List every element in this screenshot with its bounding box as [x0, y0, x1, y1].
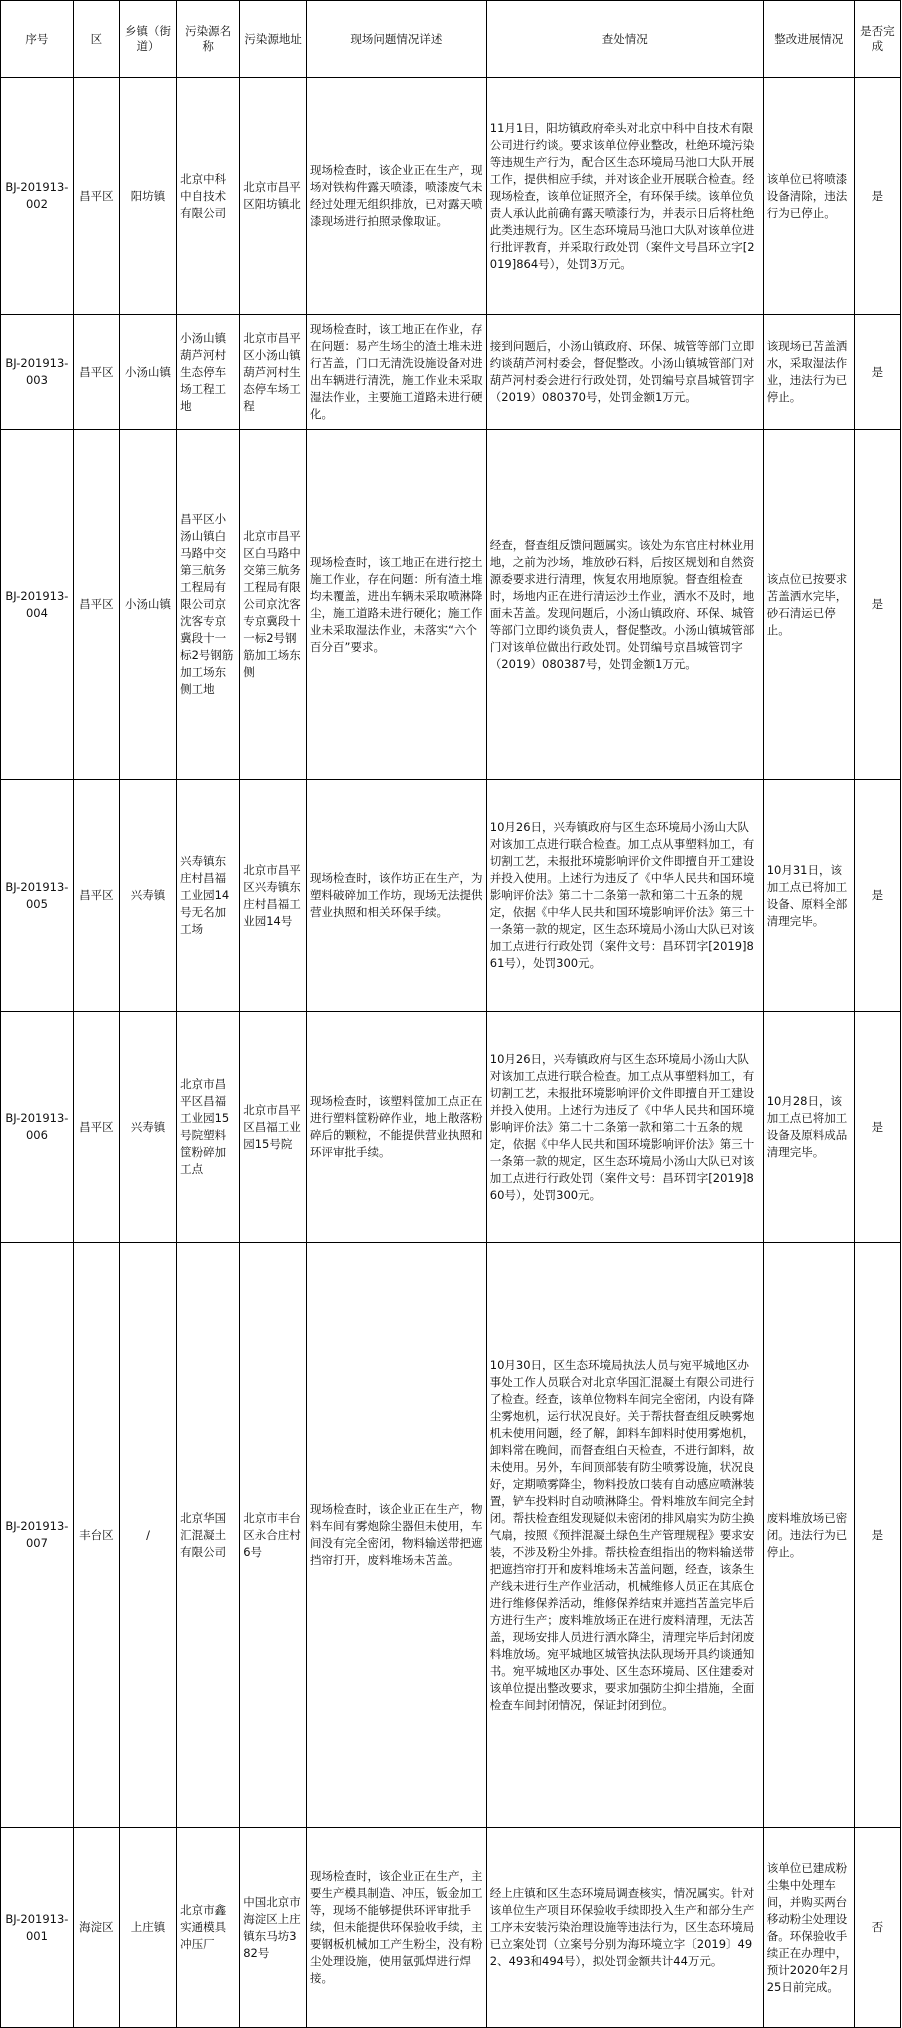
table-row	[1, 430, 901, 780]
cell-done: 否	[854, 1828, 900, 2028]
cell-source-address: 北京市昌平区白马路中交第三航务工程局有限公司京沈客专京冀段十一标2号钢筋加工场东侧	[240, 430, 307, 780]
cell-action: 接到问题后，小汤山镇政府、环保、城管等部门立即约谈葫芦河村委会，督促整改。小汤山镇城管部门对葫芦河村委会进行行政处罚，处罚编号京昌城管罚字（2019）080370号，处罚金额1万元。	[486, 315, 763, 430]
cell-id: BJ-201913-003	[1, 315, 74, 430]
header-action: 查处情况	[486, 1, 763, 78]
cell-source-name: 北京市鑫实通模具冲压厂	[177, 1828, 240, 2028]
cell-source-address: 北京市丰台区永合庄村6号	[240, 1243, 307, 1828]
cell-id: BJ-201913-006	[1, 1012, 74, 1243]
cell-done: 是	[854, 1012, 900, 1243]
cell-source-name: 北京华国汇混凝土有限公司	[177, 1243, 240, 1828]
cell-district: 昌平区	[73, 78, 119, 315]
cell-done: 是	[854, 1243, 900, 1828]
cell-progress: 10月31日，该加工点已将加工设备、原料全部清理完毕。	[763, 780, 854, 1012]
cell-action: 10月26日，兴寿镇政府与区生态环境局小汤山大队对该加工点进行联合检查。加工点从事塑料加工，有切割工艺，未报批环境影响评价文件即擅自开工建设并投入使用。上述行为违反了《中华人民共和国环境影响评价法》第二十二条第一款和第二十五条的规定，依据《中华人民共和国环境影响评价法》第三十一条第一款的规定，区生态环境局小汤山大队已对该加工点进行行政处罚（案件文号：昌环罚字[2019]861号），处罚300元。	[486, 780, 763, 1012]
cell-problem: 现场检查时，该企业正在生产，现场对铁构件露天喷漆，喷漆废气未经过处理无组织排放，已对露天喷漆现场进行拍照录像取证。	[307, 78, 487, 315]
table-row	[1, 78, 901, 315]
cell-town: 小汤山镇	[120, 315, 177, 430]
cell-source-name: 小汤山镇葫芦河村生态停车场工程工地	[177, 315, 240, 430]
cell-problem: 现场检查时，该作坊正在生产，为塑料破碎加工作坊，现场无法提供营业执照和相关环保手续。	[307, 780, 487, 1012]
cell-town: 兴寿镇	[120, 780, 177, 1012]
cell-done: 是	[854, 315, 900, 430]
cell-id: BJ-201913-004	[1, 430, 74, 780]
cell-problem: 现场检查时，该工地正在作业，存在问题：易产生场尘的渣土堆未进行苫盖，门口无清洗设施设备对进出车辆进行清洗，施工作业未采取湿法作业，主要施工道路未进行硬化。	[307, 315, 487, 430]
cell-done: 是	[854, 78, 900, 315]
cell-town: 阳坊镇	[120, 78, 177, 315]
cell-source-name: 北京中科中自技术有限公司	[177, 78, 240, 315]
cell-town: 兴寿镇	[120, 1012, 177, 1243]
cell-district: 昌平区	[73, 430, 119, 780]
cell-source-name: 昌平区小汤山镇白马路中交第三航务工程局有限公司京沈客专京冀段十一标2号钢筋加工场东侧工地	[177, 430, 240, 780]
cell-done: 是	[854, 780, 900, 1012]
cell-source-name: 兴寿镇东庄村昌福工业园14号无名加工场	[177, 780, 240, 1012]
cell-district: 昌平区	[73, 1012, 119, 1243]
cell-action: 11月1日，阳坊镇政府牵头对北京中科中自技术有限公司进行约谈。要求该单位停业整改，杜绝环境污染等违规生产行为，配合区生态环境局马池口大队开展工作，提供相应手续，并对该企业开展联合检查。经现场检查，该单位证照齐全，有环保手续。该单位负责人承认此前确有露天喷漆行为，并表示日后将杜绝此类违规行为。区生态环境局马池口大队对该单位进行批评教育，并采取行政处罚（案件文号昌环立字[2019]864号），处罚3万元。	[486, 78, 763, 315]
table-row	[1, 315, 901, 430]
cell-town: 小汤山镇	[120, 430, 177, 780]
cell-source-address: 北京市昌平区兴寿镇东庄村昌福工业园14号	[240, 780, 307, 1012]
cell-problem: 现场检查时，该塑料筐加工点正在进行塑料筐粉碎作业，地上散落粉碎后的颗粒，不能提供营业执照和环评审批手续。	[307, 1012, 487, 1243]
cell-id: BJ-201913-005	[1, 780, 74, 1012]
header-id: 序号	[1, 1, 74, 78]
cell-district: 昌平区	[73, 780, 119, 1012]
header-source-name: 污染源名称	[177, 1, 240, 78]
header-row	[1, 1, 901, 78]
cell-action: 10月30日，区生态环境局执法人员与宛平城地区办事处工作人员联合对北京华国汇混凝土有限公司进行了检查。经查，该单位物料车间完全密闭，内设有降尘雾炮机，运行状况良好。关于帮扶督查组反映雾炮机未使用问题，经了解，卸料车卸料时使用雾炮机，卸料常在晚间，而督查组白天检查，不进行卸料，故未使用。另外，车间顶部装有防尘喷雾设施，状况良好，定期喷雾降尘，物料投放口装有自动感应喷淋装置，铲车投料时自动喷淋降尘。骨料堆放车间完全封闭。帮扶检查组发现疑似未密闭的排风扇实为防尘换气扇，按照《预拌混凝土绿色生产管理规程》要求安装，不涉及粉尘外排。帮扶检查组指出的物料输送带把遮挡帘打开和废料堆场未苫盖问题，经查，该条生产线未进行生产作业活动，机械维修人员正在其底仓进行维修保养活动，维修保养结束并遮挡苫盖完毕后方进行生产；废料堆放场正在进行废料清理，无法苫盖，现场安排人员进行洒水降尘，清理完毕后封闭废料堆放场。宛平城地区城管执法队现场开具约谈通知书。宛平城地区办事处、区生态环境局、区住建委对该单位提出整改要求，要求加强防尘抑尘措施，全面检查车间封闭情况，保证封闭到位。	[486, 1243, 763, 1828]
cell-progress: 该点位已按要求苫盖洒水完毕，砂石清运已停止。	[763, 430, 854, 780]
table-row	[1, 1828, 901, 2028]
cell-action: 经查，督查组反馈问题属实。该处为东官庄村林业用地，之前为沙场，堆放砂石料，后按区规划和自然资源委要求进行清理，恢复农用地原貌。督查组检查时，场地内正在进行清运沙土作业，洒水不及时，地面未苫盖。发现问题后，小汤山镇政府、环保、城管等部门立即约谈负责人，督促整改。小汤山镇城管部门对该单位做出行政处罚。处罚编号京昌城管罚字（2019）080387号，处罚金额1万元。	[486, 430, 763, 780]
cell-source-name: 北京市昌平区昌福工业园15号院塑料筐粉碎加工点	[177, 1012, 240, 1243]
cell-progress: 废料堆放场已密闭。违法行为已停止。	[763, 1243, 854, 1828]
cell-id: BJ-201913-001	[1, 1828, 74, 2028]
cell-source-address: 北京市昌平区昌福工业园15号院	[240, 1012, 307, 1243]
cell-problem: 现场检查时，该企业正在生产，物料车间有雾炮除尘器但未使用，车间没有完全密闭，物料输送带把遮挡帘打开，废料堆场未苫盖。	[307, 1243, 487, 1828]
cell-district: 昌平区	[73, 315, 119, 430]
cell-town: /	[120, 1243, 177, 1828]
header-district: 区	[73, 1, 119, 78]
table-row	[1, 1012, 901, 1243]
cell-id: BJ-201913-007	[1, 1243, 74, 1828]
cell-district: 海淀区	[73, 1828, 119, 2028]
header-town: 乡镇（街道）	[120, 1, 177, 78]
cell-progress: 该现场已苫盖洒水，采取湿法作业，违法行为已停止。	[763, 315, 854, 430]
header-progress: 整改进展情况	[763, 1, 854, 78]
table-row	[1, 1243, 901, 1828]
cell-action: 10月26日，兴寿镇政府与区生态环境局小汤山大队对该加工点进行联合检查。加工点从事塑料加工，有切割工艺，未报批环境影响评价文件即擅自开工建设并投入使用。上述行为违反了《中华人民共和国环境影响评价法》第二十二条第一款和第二十五条的规定，依据《中华人民共和国环境影响评价法》第三十一条第一款的规定，区生态环境局小汤山大队已对该加工点进行行政处罚（案件文号：昌环罚字[2019]860号），处罚300元。	[486, 1012, 763, 1243]
table-row	[1, 780, 901, 1012]
cell-done: 是	[854, 430, 900, 780]
cell-problem: 现场检查时，该工地正在进行挖土施工作业，存在问题：所有渣土堆均未覆盖，进出车辆未采取喷淋降尘，施工道路未进行硬化；施工作业未采取湿法作业，未落实“六个百分百”要求。	[307, 430, 487, 780]
cell-problem: 现场检查时，该企业正在生产，主要生产模具制造、冲压，钣金加工等，现场不能够提供环评审批手续，但未能提供环保验收手续，主要钢板机械加工产生粉尘，没有粉尘处理设施，使用氩弧焊进行焊接。	[307, 1828, 487, 2028]
cell-id: BJ-201913-002	[1, 78, 74, 315]
header-source-address: 污染源地址	[240, 1, 307, 78]
cell-town: 上庄镇	[120, 1828, 177, 2028]
cell-progress: 10月28日，该加工点已将加工设备及原料成品清理完毕。	[763, 1012, 854, 1243]
cell-progress: 该单位已建成粉尘集中处理车间，并购买两台移动粉尘处理设备。环保验收手续正在办理中，预计2020年2月25日前完成。	[763, 1828, 854, 2028]
cell-source-address: 北京市昌平区阳坊镇北	[240, 78, 307, 315]
cell-progress: 该单位已将喷漆设备清除，违法行为已停止。	[763, 78, 854, 315]
cell-district: 丰台区	[73, 1243, 119, 1828]
cell-source-address: 中国北京市海淀区上庄镇东马坊382号	[240, 1828, 307, 2028]
header-problem: 现场问题情况详述	[307, 1, 487, 78]
header-done: 是否完成	[854, 1, 900, 78]
cell-action: 经上庄镇和区生态环境局调查核实，情况属实。针对该单位生产项目环保验收手续即投入生产和部分生产工序未安装污染治理设施等违法行为，区生态环境局已立案处罚（立案号分别为海环境立字〔2019〕492、493和494号），拟处罚金额共计44万元。	[486, 1828, 763, 2028]
cell-source-address: 北京市昌平区小汤山镇葫芦河村生态停车场工程	[240, 315, 307, 430]
